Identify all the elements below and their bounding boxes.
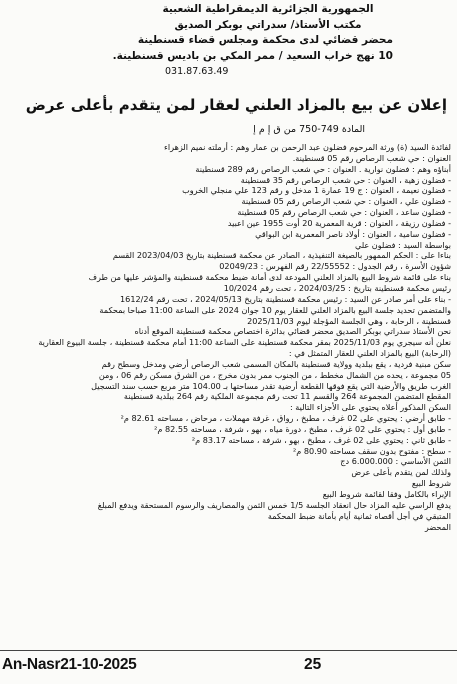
body-line: بناءا على : الحكم الممهور بالصيغة التنفيذية ، الصادر عن محكمة قسنطينة بتاريخ 2023/04/03 القسم <box>112 250 451 261</box>
body-line: - فضلون علي ، العنوان : حي شعب الرصاص رقم 05 قسنطينة <box>241 196 451 207</box>
body-line: (الرحابة) البيع بالمزاد العلني للعقار المتمثل في : <box>288 348 451 359</box>
body-line: أبناؤه وهم : فضلون نوارية . العنوان : حي شعب الرصاص رقم 289 قسنطينة <box>195 163 451 174</box>
body-line: قسنطينة ، الرحابة ، وهي الجلسة المؤجلة ليوم 2025/11/03 <box>247 315 451 326</box>
body-line: السكن المذكور أعلاه يحتوي على الأجزاء التالية : <box>290 402 451 413</box>
announcement-subtitle: المادة 749-750 من ق إ م إ <box>253 124 365 135</box>
body-line: نعلن أنه سيجري يوم 2025/11/03 بمقر محكمة قسنطينة على الساعة 11:00 أمام محكمة قسنطينة ، جلسة البيوع العقارية <box>38 337 451 348</box>
body-line: - طابق أول : يحتوي على 02 غرف ، مطبخ ، دورة مياه ، بهو ، شرفة ، مساحته 82.55 م² <box>154 423 451 434</box>
body-line: والمتضمن تحديد جلسة البيع بالمزاد العلني للعقار يوم 10 جوان 2024 على الساعة 11:00 صباحا بمحكمة <box>99 304 451 315</box>
footer-divider <box>0 650 457 651</box>
body-line: - طابق ثاني : يحتوي على 02 غرف ، مطبخ ، بهو ، شرفة ، مساحته 83.17 م² <box>191 434 451 445</box>
bailiff-office-header <box>112 2 393 80</box>
body-line: - فضلون زهية ، العنوان : حي شعب الرصاص رقم 35 قسنطينة <box>240 174 451 185</box>
body-line: - فضلون ساعد ، العنوان : حي شعب الرصاص رقم 05 قسنطينة <box>237 207 451 218</box>
body-line: العنوان : حي شعب الرصاص رقم 05 قسنطينة. <box>292 152 451 163</box>
body-line: بناء على قائمة شروط البيع بالمزاد العلني المودعة لدى أمانة ضبط محكمة قسنطينة والمؤشر عليها من طرف <box>88 272 451 283</box>
body-line: يدفع الراسي عليه المزاد حال انعقاد الجلسة 1/5 خمس الثمن والمصاريف والرسوم المستحقة ويدفع المبلغ <box>97 499 451 510</box>
body-line: شروط البيع <box>411 478 451 489</box>
body-line: المحضر <box>424 521 451 532</box>
body-line: - بناء على أمر صادر عن السيد : رئيس محكمة قسنطينة بتاريخ 2024/05/13 ، تحت رقم 1612/24 <box>120 293 451 304</box>
body-line: شؤون الأسرة ، رقم الجدول : 22/55552 رقم الفهرس : 02049/23 <box>219 261 451 272</box>
announcement-body <box>6 142 451 532</box>
body-line: رئيس محكمة قسنطينة بتاريخ : 2024/03/25 ، تحت رقم 10/2024 <box>223 282 451 293</box>
newspaper-issue-label: An-Nasr21-10-2025 <box>2 656 137 673</box>
body-line: المتبقي في أجل أقصاه ثمانية أيام بأمانة ضبط المحكمة <box>267 510 451 521</box>
body-line: - فضلون رزيقة ، العنوان : قرية المعمرية 20 أوت 1955 عين اعبيد <box>227 217 451 228</box>
body-line: - طابق أرضي : يحتوي على 02 غرف ، مطبخ ، رواق ، غرفة مهملات ، مرحاض ، مساحته 82.61 م² <box>120 413 451 424</box>
header-line-republic: الجمهورية الجزائرية الديمقراطية الشعبية <box>162 3 374 15</box>
body-line: 05 مجموعة ، يحده من الشمال مخطط ، من الجنوب ممر بدون مخرج ، من الشرق مسكن رقم 06 ، ومن <box>98 369 451 380</box>
page-footer <box>2 652 449 680</box>
body-line: - فضلون نعيمة ، العنوان : ج 19 عمارة 1 مدخل و رقم 123 علي منجلي الخروب <box>182 185 451 196</box>
body-line: سكن مبنية فردية ، يقع ببلدية وولاية قسنطينة بالمكان المسمى شعب الرصاص أرضي ومدخل وسطح رقم <box>101 358 451 369</box>
announcement-title: إعلان عن بيع بالمزاد العلني لعقار لمن يتقدم بأعلى عرض <box>25 96 447 114</box>
body-line: - سطح : مفتوح بدون سقف مساحته 80.90 م² <box>292 445 451 456</box>
body-line: بواسطة السيد : فضلون علي <box>354 239 451 250</box>
page-number: 25 <box>304 656 322 673</box>
header-line-office: مكتب الأستاذ/ سدراتي بوبكر الصديق <box>174 18 362 31</box>
body-line: نحن الأستاذ سدراتي بوبكر الصديق محضر قضائي بدائرة اختصاص محكمة قسنطينة الموقع أدناه <box>134 326 451 337</box>
body-line: - فضلون سامية ، العنوان : أولاد ناصر المعمرية ابن البواقي <box>255 228 451 239</box>
body-line: المقطع المتضمن المجموعة 264 والقسم 11 تحت رقم مجموعة الملكية رقم 264 ببلدية قسنطينة <box>123 391 451 402</box>
body-line: ولذلك لمن يتقدم بأعلى عرض <box>351 467 451 478</box>
body-line: لفائدة السيد (ة) ورثة المرحوم فضلون عبد الرحمن بن عمار وهم : أرملته نميم الزهراء <box>164 142 451 152</box>
body-line: الغرب طريق والأرضية التي يقع فوقها القطعة أرضية تقدر مساحتها بـ 104.00 متر مربع حسب سند التسجيل <box>91 380 451 391</box>
header-line-address: 10 نهج خراب السعيد / ممر المكي بن باديس قسنطينة. <box>112 49 393 62</box>
body-line: الإبراء بالكامل وفقا لقائمة شروط البيع <box>322 489 451 499</box>
body-line: الثمن الأساسي : 6.000.000 دج <box>340 456 451 467</box>
header-phone: 031.87.63.49 <box>165 66 229 77</box>
header-line-bailiff: محضر قضائي لدى محكمة ومجلس قضاء قسنطينة <box>137 34 393 46</box>
